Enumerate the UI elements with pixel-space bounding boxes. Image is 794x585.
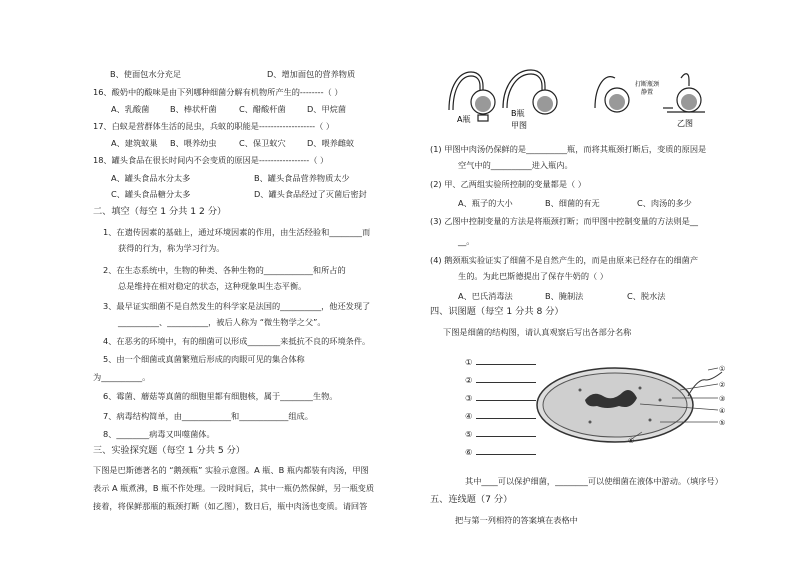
right-text-line-9: 生的。为此巴斯德提出了保存牛奶的（ ） — [458, 271, 608, 281]
right-text-line-0: (1) 甲图中肉汤仍保鲜的是__________瓶，而将其瓶颈打断后，变质的原因是 — [430, 144, 707, 154]
answer-blank[interactable] — [476, 356, 536, 365]
right-section-header-0: 四、识图题（每空 1 分共 8 分） — [430, 306, 564, 317]
label-b-bottle: B瓶 — [511, 109, 525, 118]
right-text-line-3: A、瓶子的大小 — [458, 198, 513, 208]
answer-blank[interactable] — [476, 410, 536, 419]
bacteria-blank-number: ② — [465, 375, 473, 385]
right-text-line-4: B、细菌的有无 — [545, 198, 600, 208]
left-section-header-1: 三、实验探究题（每空 1 分共 5 分） — [93, 445, 245, 456]
right-text-line-1: 空气中的__________进入瓶内。 — [458, 160, 573, 170]
answer-blank[interactable] — [476, 374, 536, 383]
bacteria-callout-number: ④ — [719, 407, 726, 415]
bacteria-blank-number: ③ — [465, 393, 473, 403]
bacteria-callout-number: ① — [719, 365, 726, 373]
right-text-line-5: C、肉汤的多少 — [637, 198, 692, 208]
left-text-line-30: 表示 A 瓶煮沸，B 瓶不作处理。一段时间后，其中一瓶仍然保鲜，另一瓶变质 — [93, 483, 375, 493]
answer-blank[interactable] — [476, 446, 536, 455]
right-text-line-11: B、腌制法 — [545, 291, 584, 301]
right-text-line-7: __。 — [458, 236, 475, 246]
left-text-line-21: 3、最早证实细菌不是自然发生的科学家是法国的__________，他还发现了 — [103, 301, 371, 311]
bacteria-blank-number: ⑥ — [465, 447, 473, 457]
right-text-line-6: (3) 乙图中控制变量的方法是将瓶颈打断；而甲图中控制变量的方法则是__ — [430, 216, 699, 226]
left-text-line-9: B、喂养幼虫 — [170, 138, 217, 148]
left-text-line-17: 1、在遗传因素的基础上，通过环境因素的作用，由生活经验和________而 — [103, 227, 371, 237]
right-text-line-2: (2) 甲、乙两组实验所控制的变量都是（ ） — [430, 179, 586, 189]
bacteria-callout-number: ② — [719, 381, 726, 389]
left-text-line-29: 下图是巴斯德著名的 “鹅颈瓶” 实验示意图。A 瓶、B 瓶内都装有肉汤，甲图 — [93, 465, 369, 475]
right-text-line-8: (4) 鹅颈瓶实验证实了细菌不是自然产生的，而是由原来已经存在的细菌产 — [430, 255, 699, 265]
left-text-line-4: B、棒状杆菌 — [170, 104, 217, 114]
left-text-line-1: D、增加面包的营养物质 — [267, 69, 356, 79]
answer-blank[interactable] — [476, 392, 536, 401]
left-text-line-6: D、甲烷菌 — [307, 104, 347, 114]
left-text-line-23: 4、在恶劣的环境中，有的细菌可以形成________来抵抗不良的环境条件。 — [103, 336, 371, 346]
bacteria-blank-row — [465, 392, 536, 403]
left-text-line-18: 获得的行为，称为学习行为。 — [118, 243, 225, 253]
left-text-line-31: 接着，将保鲜那瓶的瓶颈打断（如乙图），数日后，瓶中肉汤也变质。请回答 — [93, 501, 368, 511]
left-text-line-7: 17、白蚁是营群体生活的昆虫，兵蚁的职能是-------------------（ ） — [93, 121, 335, 131]
bacteria-blank-row — [465, 428, 536, 439]
right-text-line-13: 下图是细菌的结构图，请认真观察后写出各部分名称 — [443, 327, 632, 337]
left-text-line-26: 6、霉菌、蘑菇等真菌的细胞里都有细胞核，属于________生物。 — [103, 391, 338, 401]
bacteria-callout-number: ⑤ — [719, 419, 726, 427]
bacteria-blank-number: ⑤ — [465, 429, 473, 439]
bacteria-blank-row — [465, 410, 536, 421]
right-text-line-10: A、巴氏消毒法 — [458, 291, 513, 301]
right-section-header-1: 五、连线题（7 分） — [430, 494, 513, 505]
left-text-line-22: __________、__________，被后人称为 “微生物学之父”。 — [118, 317, 326, 327]
right-text-line-14: 其中____可以保护细菌，________可以使细菌在液体中游动。（填序号） — [465, 476, 723, 486]
bacteria-callout-number: ③ — [719, 395, 726, 403]
left-text-line-8: A、建筑蚁巢 — [111, 138, 158, 148]
left-text-line-25: 为__________。 — [93, 372, 151, 382]
left-text-line-2: 16、酸奶中的酸味是由下列哪种细菌分解有机物所产生的--------（ ） — [93, 87, 343, 97]
left-text-line-12: 18、罐头食品在很长时间内不会变质的原因是-----------------（ ） — [93, 155, 329, 165]
answer-blank[interactable] — [476, 428, 536, 437]
flask-a-icon — [449, 72, 495, 121]
left-text-line-14: B、罐头食品营养物质太少 — [254, 173, 350, 183]
bacteria-blank-row — [465, 374, 536, 385]
bacteria-callout-number: ⑥ — [628, 437, 635, 445]
right-text-line-12: C、脱水法 — [627, 291, 666, 301]
flask-experiment-figure — [445, 64, 715, 130]
left-text-line-10: C、保卫蚁穴 — [239, 138, 286, 148]
left-text-line-19: 2、在生态系统中，生物的种类、各种生物的____________和所占的 — [103, 265, 346, 275]
bacteria-blank-number: ① — [465, 357, 473, 367]
left-text-line-28: 8、________病毒又叫噬菌体。 — [103, 429, 215, 439]
left-text-line-27: 7、病毒结构简单，由____________和____________组成。 — [103, 411, 313, 421]
left-text-line-15: C、罐头食品糖分太多 — [111, 189, 191, 199]
left-text-line-5: C、醋酸杆菌 — [239, 104, 286, 114]
left-text-line-11: D、喂养雌蚁 — [307, 138, 355, 148]
bacteria-blank-row — [465, 446, 536, 457]
label-after-days: 静置 — [641, 89, 654, 96]
bacteria-blank-number: ④ — [465, 411, 473, 421]
left-text-line-13: A、罐头食品水分太多 — [111, 173, 191, 183]
left-text-line-20: 总是维持在相对稳定的状态，这种现象叫生态平衡。 — [118, 281, 307, 291]
label-jia: 甲图 — [511, 121, 527, 130]
label-broken-neck: 打断瓶颈 — [635, 81, 660, 88]
left-text-line-3: A、乳酸菌 — [111, 104, 150, 114]
left-text-line-16: D、罐头食品经过了灭菌后密封 — [254, 189, 367, 199]
left-section-header-0: 二、填空（每空 1 分共 1 2 分） — [93, 206, 227, 217]
left-text-line-24: 5、由一个细菌或真菌繁殖后形成的肉眼可见的集合体称 — [103, 354, 305, 364]
bacteria-blank-row — [465, 356, 536, 367]
label-yi: 乙图 — [677, 119, 693, 128]
right-text-line-15: 把与第一列相符的答案填在表格中 — [455, 515, 578, 525]
label-a-bottle: A瓶 — [457, 115, 471, 124]
left-text-line-0: B、使面包水分充足 — [110, 69, 182, 79]
